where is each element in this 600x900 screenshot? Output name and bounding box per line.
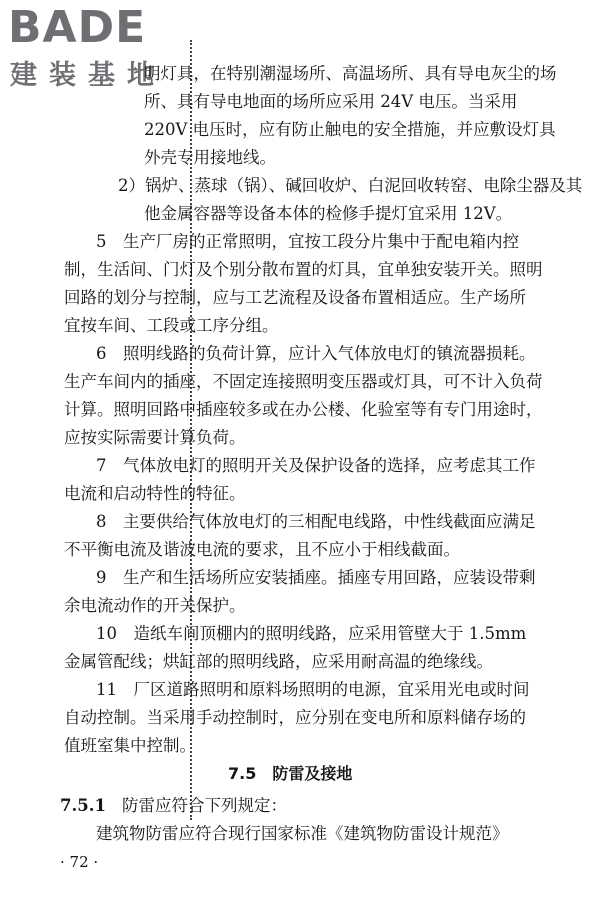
text-line: 值班室集中控制。 <box>64 736 196 755</box>
text-line: 制，生活间、门灯及个别分散布置的灯具，宜单独安装开关。照明 <box>64 260 543 279</box>
text-line: 外壳专用接地线。 <box>144 148 276 167</box>
text-line: 7 气体放电灯的照明开关及保护设备的选择，应考虑其工作 <box>96 456 536 475</box>
watermark-subtitle: 建装基地 <box>10 60 166 91</box>
text-line: 生产车间内的插座，不固定连接照明变压器或灯具，可不计入负荷 <box>64 372 543 391</box>
text-line: 回路的划分与控制，应与工艺流程及设备布置相适应。生产场所 <box>64 288 526 307</box>
text-line: 5 生产厂房的正常照明，宜按工段分片集中于配电箱内控 <box>96 232 519 251</box>
text-line: 所、具有导电地面的场所应采用 24V 电压。当采用 <box>144 92 518 111</box>
text-line: 8 主要供给气体放电灯的三相配电线路，中性线截面应满足 <box>96 512 536 531</box>
text-line: 不平衡电流及谐波电流的要求，且不应小于相线截面。 <box>64 540 460 559</box>
text-line: 9 生产和生活场所应安装插座。插座专用回路，应装设带剩 <box>96 568 536 587</box>
text-line: 计算。照明回路中插座较多或在办公楼、化验室等有专门用途时， <box>64 400 543 419</box>
text-line: 2）锅炉、蒸球（锅）、碱回收炉、白泥回收转窑、电除尘器及其 <box>118 176 583 195</box>
text-line: 电流和启动特性的特征。 <box>64 484 246 503</box>
text-line: 金属管配线；烘缸部的照明线路，应采用耐高温的绝缘线。 <box>64 652 493 671</box>
text-line: 220V 电压时，应有防止触电的安全措施，并应敷设灯具 <box>144 120 556 139</box>
text-line: 他金属容器等设备本体的检修手提灯宜采用 12V。 <box>144 204 513 223</box>
text-line: 余电流动作的开关保护。 <box>64 596 246 615</box>
text-line: 11 厂区道路照明和原料场照明的电源，宜采用光电或时间 <box>96 680 530 699</box>
text-line: 明灯具，在特别潮湿场所、高温场所、具有导电灰尘的场 <box>144 64 557 83</box>
text-line: 宜按车间、工段或工序分组。 <box>64 316 279 335</box>
clause-text: 建筑物防雷应符合现行国家标准《建筑物防雷设计规范》 <box>96 824 509 843</box>
clause-title: 防雷应符合下列规定： <box>122 796 287 815</box>
text-line: 自动控制。当采用手动控制时，应分别在变电所和原料储存场的 <box>64 708 526 727</box>
text-line: 6 照明线路的负荷计算，应计入气体放电灯的镇流器损耗。 <box>96 344 536 363</box>
section-heading: 7.5 防雷及接地 <box>228 764 353 783</box>
text-line: 应按实际需要计算负荷。 <box>64 428 246 447</box>
watermark-brand: BADE <box>8 2 147 53</box>
text-line: 10 造纸车间顶棚内的照明线路，应采用管壁大于 1.5mm <box>96 624 527 643</box>
clause-number: 7.5.1 <box>60 796 106 815</box>
page-number: · 72 · <box>60 853 99 871</box>
